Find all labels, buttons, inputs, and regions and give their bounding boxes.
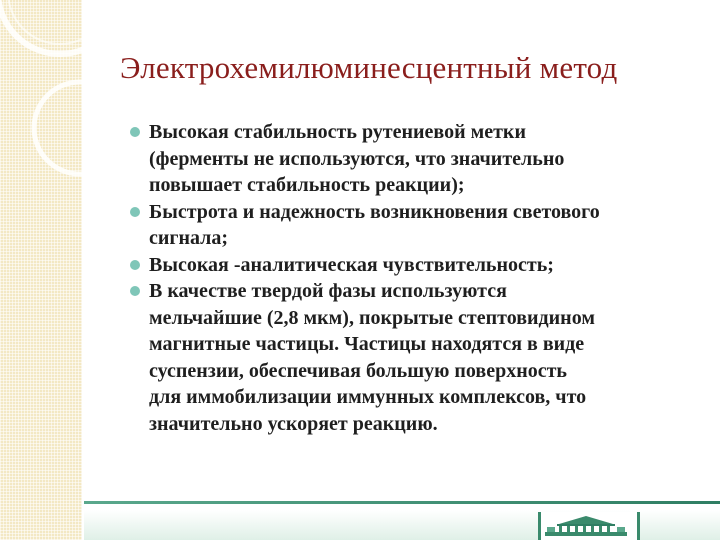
bullet-text-line: Высокая стабильность рутениевой метки: [149, 121, 526, 143]
bullet-item: [130, 199, 710, 252]
left-decorative-panel: [0, 0, 84, 540]
bullet-list: [130, 119, 710, 437]
round-bullet-icon: [130, 127, 140, 137]
bullet-item: [130, 252, 710, 279]
bullet-text-line: магнитные частицы. Частицы находятся в виде: [149, 333, 585, 355]
bullet-item: [130, 119, 710, 199]
footer-line: [84, 501, 720, 504]
bullet-text-line: В качестве твердой фазы используются: [149, 280, 507, 302]
round-bullet-icon: [130, 260, 140, 270]
round-bullet-icon: [130, 286, 140, 296]
bullet-text-line: сигнала;: [149, 227, 229, 249]
bullet-text-line: повышает стабильность реакции);: [149, 174, 465, 196]
bullet-text-line: мельчайшие (2,8 мкм), покрытые стептовидином: [149, 306, 595, 329]
bullet-text-line: Высокая -аналитическая чувствительность;: [149, 253, 554, 276]
bullet-item: [130, 278, 710, 437]
bullet-text-line: (ферменты не используются, что значительно: [149, 147, 565, 170]
building-logo-icon: [543, 514, 629, 538]
round-bullet-icon: [130, 207, 140, 217]
circle-ornament-icon: [0, 0, 84, 540]
bullet-text-line: суспензии, обеспечивая большую поверхность: [149, 359, 568, 382]
bullet-text-line: для иммобилизации иммунных комплексов, что: [149, 386, 587, 408]
slide-title: Электрохемилюминесцентный метод: [120, 50, 618, 85]
bullet-text-line: значительно ускоряет реакцию.: [149, 412, 438, 435]
bullet-text-line: Быстрота и надежность возникновения светового: [149, 200, 600, 223]
